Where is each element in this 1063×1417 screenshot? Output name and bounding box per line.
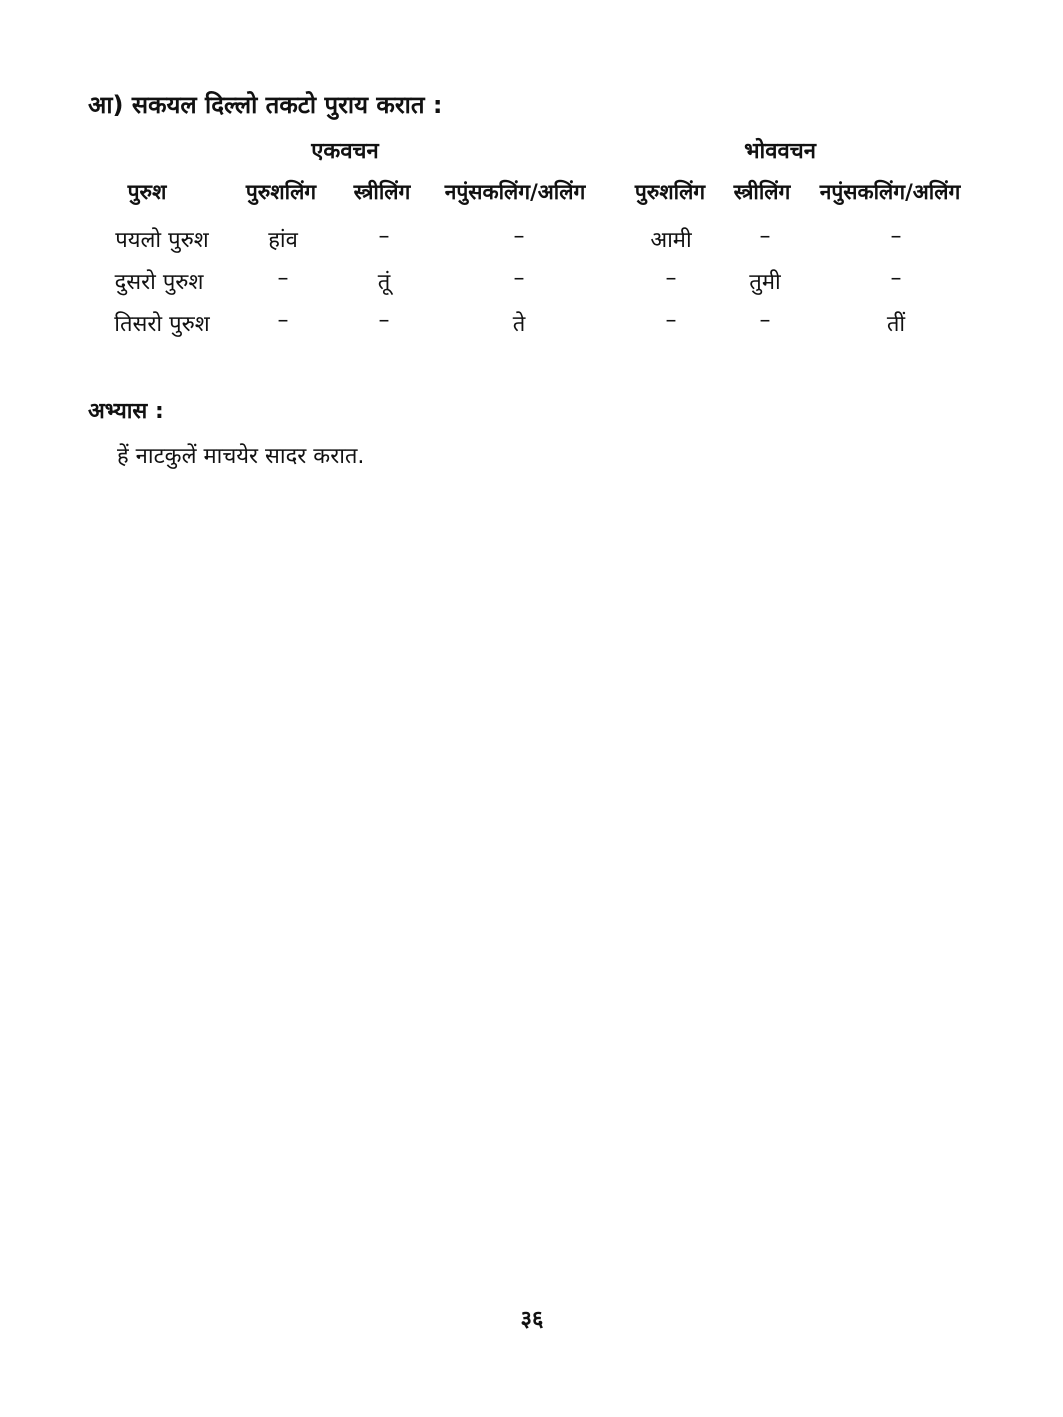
table-cell-row1-person: पयलो पुरुश xyxy=(115,228,209,253)
table-cell-row2-person: दुसरो पुरुश xyxy=(114,270,204,295)
table-cell-row3-pl-neut: तीं xyxy=(886,312,906,337)
table-cell-row1-pl-fem: – xyxy=(759,224,771,249)
table-cell-row1-sg-neut: – xyxy=(513,224,525,249)
table-cell-row3-sg-fem: – xyxy=(378,308,390,333)
table-cell-row1-sg-masc: हांव xyxy=(268,228,298,253)
column-header-singular-masculine: पुरुशलिंग xyxy=(245,180,317,204)
table-cell-row2-pl-fem: तुमी xyxy=(749,270,781,295)
table-cell-row1-pl-masc: आमी xyxy=(650,228,692,253)
table-cell-row2-sg-neut: – xyxy=(513,266,525,291)
table-cell-row3-person: तिसरो पुरुश xyxy=(114,312,210,337)
table-cell-row3-pl-fem: – xyxy=(759,308,771,333)
exercise-title: अभ्यास : xyxy=(88,399,164,424)
page-number: ३६ xyxy=(520,1307,544,1332)
column-header-singular-feminine: स्त्रीलिंग xyxy=(353,180,411,204)
table-cell-row2-sg-masc: – xyxy=(277,266,289,291)
column-header-plural-neuter: नपुंसकलिंग/अलिंग xyxy=(819,180,961,204)
group-header-plural: भोववचन xyxy=(744,139,816,164)
exercise-text: हें नाटकुलें माचयेर सादर करात. xyxy=(117,444,365,469)
column-header-plural-masculine: पुरुशलिंग xyxy=(634,180,706,204)
table-cell-row2-pl-neut: – xyxy=(890,266,902,291)
table-cell-row3-sg-masc: – xyxy=(277,308,289,333)
group-header-singular: एकवचन xyxy=(311,139,379,164)
table-cell-row3-pl-masc: – xyxy=(665,308,677,333)
table-cell-row1-pl-neut: – xyxy=(890,224,902,249)
table-cell-row1-sg-fem: – xyxy=(378,224,390,249)
column-header-person: पुरुश xyxy=(127,180,167,204)
table-cell-row2-sg-fem: तूं xyxy=(377,270,391,295)
column-header-plural-feminine: स्त्रीलिंग xyxy=(733,180,791,204)
section-heading: आ) सकयल दिल्लो तकटो पुराय करात : xyxy=(88,91,443,119)
table-cell-row3-sg-neut: ते xyxy=(512,312,526,337)
table-cell-row2-pl-masc: – xyxy=(665,266,677,291)
column-header-singular-neuter: नपुंसकलिंग/अलिंग xyxy=(444,180,586,204)
